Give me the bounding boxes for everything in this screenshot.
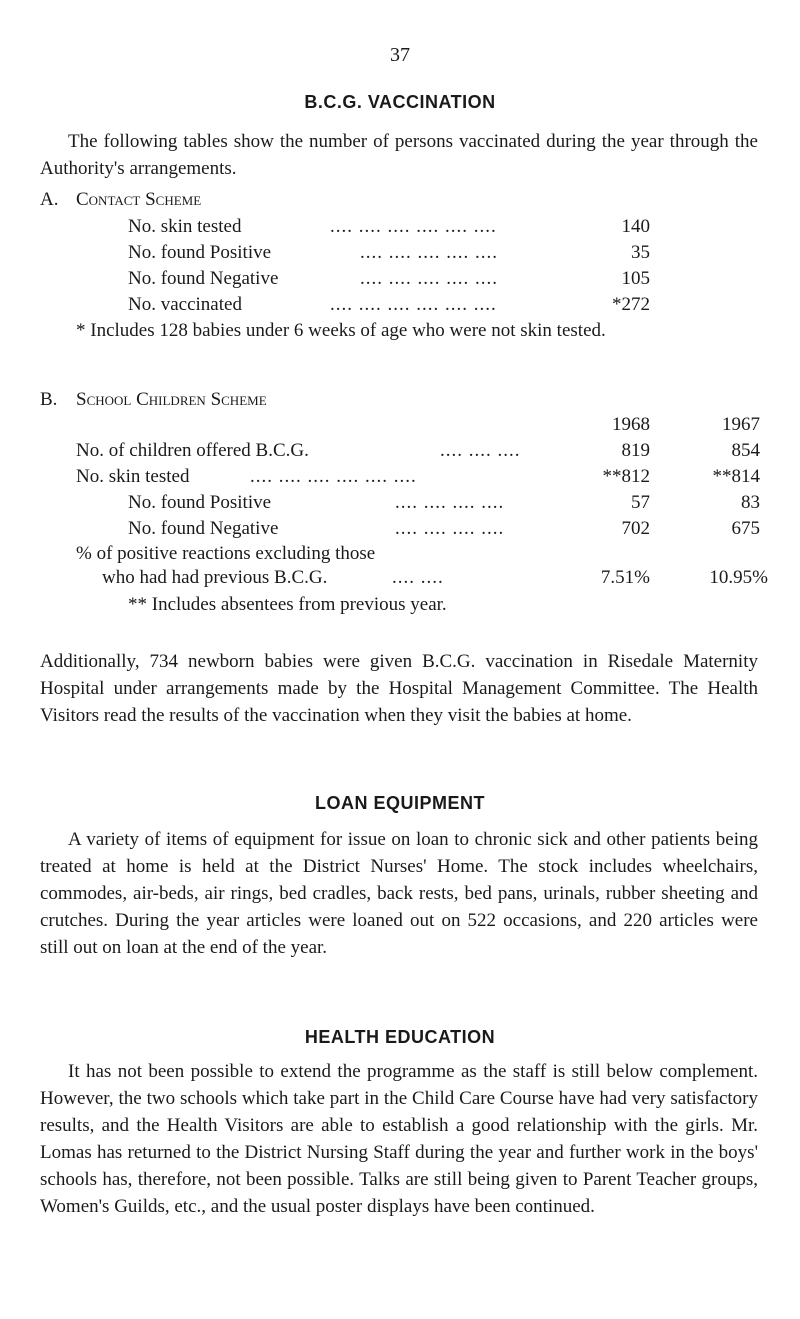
contact-row-label: No. found Negative bbox=[128, 268, 279, 289]
contact-row-value: *272 bbox=[612, 294, 650, 315]
leader-dots: .... .... .... .... bbox=[395, 492, 505, 513]
bcg-heading: B.C.G. VACCINATION bbox=[304, 92, 496, 112]
leader-dots: .... .... bbox=[392, 567, 444, 588]
percentage-1968: 7.51% bbox=[600, 567, 650, 588]
school-row-label: No. skin tested bbox=[76, 466, 190, 487]
contact-row-label: No. skin tested bbox=[128, 216, 242, 237]
percentage-1967: 10.95% bbox=[709, 567, 768, 588]
additional-vaccination-paragraph: Additionally, 734 newborn babies were given B.C.G. vaccination in Risedale Maternity Hospital under arrangements made by the Hospital Management Committee. The Health Visitors read the results of the vaccination when they visit the babies at home. bbox=[40, 651, 758, 726]
leader-dots: .... .... .... .... bbox=[395, 518, 505, 539]
column-header-1967: 1967 bbox=[722, 414, 760, 435]
leader-dots: .... .... .... bbox=[440, 440, 521, 461]
contact-scheme-heading: Contact Scheme bbox=[76, 189, 202, 210]
contact-row-label: No. found Positive bbox=[128, 242, 272, 263]
health-education-paragraph: It has not been possible to extend the programme as the staff is still below complement. However, the two schools which take part in the Child Care Course have had very satisfactory results, and the Health Visitors are able to establish a good relationship with the girls. Mr. Lomas has returned to the District Nursing Staff during the year and further work in the boys' schools has, therefore, not been possible. Talks are still being given to Parent Teacher groups, Women's Guilds, etc., and the usual poster displays have been continued. bbox=[40, 1061, 758, 1217]
loan-equipment-paragraph: A variety of items of equipment for issue on loan to chronic sick and other patients being treated at home is held at the District Nurses' Home. The stock includes wheelchairs, commodes, air-beds, air rings, bed cradles, back rests, bed pans, urinals, rubber sheeting and crutches. During the year articles were loaned out on 522 occasions, and 220 articles were still out on loan at the end of the year. bbox=[40, 829, 758, 958]
school-footnote: ** Includes absentees from previous year. bbox=[128, 594, 447, 615]
leader-dots: .... .... .... .... .... bbox=[360, 268, 498, 289]
loan-equipment-heading: LOAN EQUIPMENT bbox=[314, 793, 485, 813]
school-row-1967: 854 bbox=[731, 440, 760, 461]
contact-row-value: 105 bbox=[621, 268, 650, 289]
leader-dots: .... .... .... .... .... bbox=[360, 242, 498, 263]
percentage-label-line-1: % of positive reactions excluding those bbox=[76, 543, 376, 564]
contact-row-value: 35 bbox=[631, 242, 650, 263]
school-row-label: No. of children offered B.C.G. bbox=[76, 440, 309, 461]
health-education-heading: HEALTH EDUCATION bbox=[304, 1027, 496, 1047]
contact-row-label: No. vaccinated bbox=[128, 294, 242, 315]
school-row-label: No. found Negative bbox=[128, 518, 279, 539]
school-row-1968: 702 bbox=[621, 518, 650, 539]
school-row-1967: 83 bbox=[741, 492, 760, 513]
contact-footnote: * Includes 128 babies under 6 weeks of age who were not skin tested. bbox=[76, 320, 606, 341]
percentage-label-line-2: who had had previous B.C.G. bbox=[102, 567, 328, 588]
school-row-1967: 675 bbox=[731, 518, 760, 539]
school-row-1968: 57 bbox=[631, 492, 650, 513]
school-scheme-letter: B. bbox=[40, 389, 58, 410]
school-row-1967: **814 bbox=[712, 466, 760, 487]
contact-scheme-letter: A. bbox=[40, 189, 59, 210]
school-row-label: No. found Positive bbox=[128, 492, 272, 513]
contact-row-value: 140 bbox=[621, 216, 650, 237]
leader-dots: .... .... .... .... .... .... bbox=[330, 294, 497, 315]
column-header-1968: 1968 bbox=[612, 414, 650, 435]
leader-dots: .... .... .... .... .... .... bbox=[330, 216, 497, 237]
page-number: 37 bbox=[390, 44, 410, 66]
school-row-1968: 819 bbox=[621, 440, 650, 461]
bcg-intro-paragraph: The following tables show the number of persons vaccinated during the year through the Authority's arrangements. bbox=[40, 131, 758, 179]
school-scheme-heading: School Children Scheme bbox=[76, 389, 267, 410]
school-row-1968: **812 bbox=[602, 466, 650, 487]
leader-dots: .... .... .... .... .... .... bbox=[250, 466, 417, 487]
